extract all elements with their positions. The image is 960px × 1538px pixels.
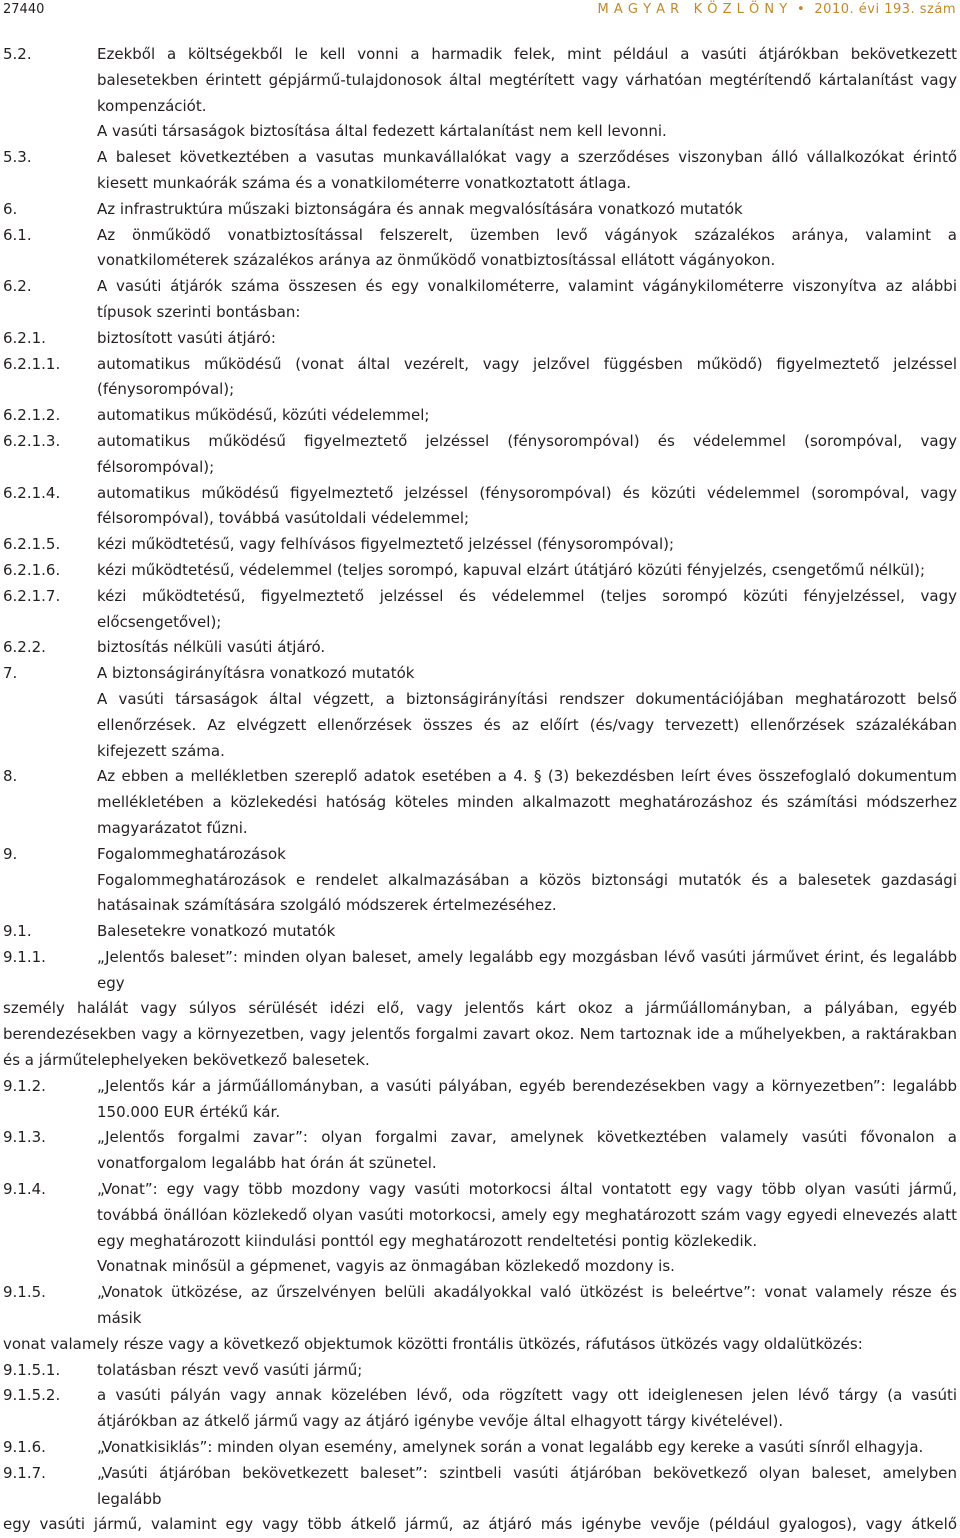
item-number: 6.2.1.4. bbox=[3, 483, 61, 502]
item-text: Az infrastruktúra műszaki biztonságára és annak megvalósítására vonatkozó mutatók bbox=[97, 199, 743, 218]
item-text: Vonatnak minősül a gépmenet, vagyis az önmagában közlekedő mozdony is. bbox=[97, 1257, 675, 1276]
list-item bbox=[0, 1461, 960, 1513]
item-number: 8. bbox=[3, 767, 18, 786]
item-text: Fogalommeghatározások bbox=[97, 844, 286, 863]
list-item bbox=[0, 1125, 960, 1177]
item-number bbox=[0, 119, 97, 145]
list-item bbox=[0, 584, 960, 636]
item-text: Fogalommeghatározások e rendelet alkalmazásában a közös biztonsági mutatók és a balesetek gazdasági hatásainak számítására szolgáló módszerek értelmezéséhez. bbox=[97, 870, 957, 915]
item-number: 6.2.1.5. bbox=[3, 535, 61, 554]
item-number: 9.1.7. bbox=[3, 1463, 46, 1482]
item-text: kézi működtetésű, védelemmel (teljes sorompó, kapuval elzárt útátjáró közúti fényjelzés, csengetőmű nélkül); bbox=[97, 560, 926, 579]
list-item bbox=[0, 868, 960, 920]
item-text: kézi működtetésű, figyelmeztető jelzéssel és védelemmel (teljes sorompó közúti fényjelzéssel, vagy előcsengetővel); bbox=[97, 586, 957, 631]
item-number: 9.1.5.1. bbox=[3, 1360, 61, 1379]
list-item bbox=[0, 1383, 960, 1435]
item-number: 9.1.5. bbox=[3, 1283, 46, 1302]
item-text: „Jelentős forgalmi zavar”: olyan forgalmi zavar, amelynek következtében valamely vasúti fővonalon a vonatforgalom legalább hat órán át szünetel. bbox=[97, 1128, 957, 1173]
item-number: 5.2. bbox=[3, 45, 32, 63]
item-number: 6.2.1. bbox=[3, 328, 46, 347]
item-number: 9.1.2. bbox=[3, 1076, 46, 1095]
item-text: kézi működtetésű, vagy felhívásos figyelmeztető jelzéssel (fénysorompóval); bbox=[97, 535, 675, 554]
list-item bbox=[0, 1358, 960, 1384]
item-text: „Jelentős baleset”: minden olyan baleset, amely legalább egy mozgásban lévő vasúti járművet érint, és legalább egy bbox=[97, 947, 957, 992]
item-number: 6.1. bbox=[3, 225, 32, 244]
item-text: „Jelentős kár a járműállományban, a vasúti pályában, egyéb berendezésekben vagy a környezetben”: legalább 150.000 EUR értékű kár. bbox=[97, 1076, 957, 1121]
list-item bbox=[0, 42, 960, 119]
item-number: 9.1.5.2. bbox=[3, 1386, 61, 1405]
item-number: 6.2.1.1. bbox=[3, 354, 61, 373]
item-text: biztosított vasúti átjáró: bbox=[97, 328, 276, 347]
journal-title: M A G Y A R K Ö Z L Ö N Y • 2010. évi 193. szám bbox=[597, 2, 956, 17]
item-text-continuation: vonat valamely része vagy a következő objektumok közötti frontális ütközés, ráfutásos ütközés vagy oldalütközés: bbox=[3, 1334, 863, 1353]
item-number: 5.3. bbox=[3, 148, 32, 167]
item-number: 6.2.1.7. bbox=[3, 586, 61, 605]
item-text: A vasúti társaságok által végzett, a biztonságirányítási rendszer dokumentációjában meghatározott belső ellenőrzések. Az elvégzett ellenőrzések összes és az előírt (és/vagy tervezett) ellenőrzések százalékában kifejezett száma. bbox=[97, 689, 957, 760]
item-text: „Vasúti átjáróban bekövetkezett baleset”: szintbeli vasúti átjáróban bekövetkező olyan baleset, amelyben legalább bbox=[97, 1463, 957, 1508]
item-number: 7. bbox=[3, 664, 18, 683]
item-text: A baleset következtében a vasutas munkavállalókat vagy a szerződéses viszonyban álló vállalkozókat érintő kiesett munkaórák száma és a vonatkilométerre vonatkoztatott átlaga. bbox=[97, 148, 957, 192]
item-number: 6.2.2. bbox=[3, 638, 46, 657]
item-text: automatikus működésű figyelmeztető jelzéssel (fénysorompóval) és védelemmel (sorompóval, vagy félsorompóval); bbox=[97, 431, 957, 476]
list-item bbox=[0, 145, 960, 197]
list-item bbox=[0, 764, 960, 841]
item-text: Az önműködő vonatbiztosítással felszerelt, üzemben levő vágányok százalékos aránya, valamint a vonatkilométerek százalékos aránya az önműködő vonatbiztosítással ellátott vágányokon. bbox=[97, 225, 957, 270]
item-text: „Vonatkisiklás”: minden olyan esemény, amelynek során a vonat legalább egy kereke a vasúti sínről elhagyja. bbox=[97, 1438, 924, 1457]
list-item bbox=[0, 661, 960, 687]
list-item bbox=[0, 1074, 960, 1126]
item-number bbox=[0, 1254, 97, 1280]
list-item bbox=[0, 223, 960, 275]
item-number: 9.1. bbox=[3, 922, 32, 941]
item-text: Az ebben a mellékletben szereplő adatok esetében a 4. § (3) bekezdésben leírt éves összefoglaló dokumentum mellékletében a közlekedési hatóság köteles minden alkalmazott meghatározáshoz és számítási módszerhez magyarázatot fűzni. bbox=[97, 767, 957, 837]
list-item bbox=[0, 635, 960, 661]
list-item bbox=[0, 1435, 960, 1461]
list-item bbox=[0, 558, 960, 584]
list-item bbox=[0, 532, 960, 558]
list-item bbox=[0, 429, 960, 481]
page-number: 27440 bbox=[3, 2, 45, 17]
item-text: „Vonatok ütközése, az űrszelvényen belüli akadályokkal való ütközést is beleértve”: vonat valamely része és másik bbox=[97, 1283, 957, 1328]
list-item bbox=[0, 119, 960, 145]
item-text: Balesetekre vonatkozó mutatók bbox=[97, 922, 336, 941]
list-item bbox=[0, 1254, 960, 1280]
item-text-continuation: személy halálát vagy súlyos sérülését idézi elő, vagy jelentős kárt okoz a járműállományban, a pályában, egyéb berendezésekben vagy a környezetben, vagy jelentős forgalmi zavart okoz. Nem tartoznak ide a műhelyekben, a raktárakban és a járműtelephelyeken bekövetkező balesetek. bbox=[3, 999, 957, 1070]
item-number: 9.1.1. bbox=[3, 947, 46, 966]
item-number: 6. bbox=[3, 199, 18, 218]
list-item bbox=[0, 842, 960, 868]
list-item bbox=[0, 481, 960, 533]
list-item bbox=[0, 687, 960, 764]
item-text-continuation: egy vasúti jármű, valamint egy vagy több átkelő jármű, az átjáró más igénybe vevője (például gyalogos), vagy átkelő bbox=[3, 1515, 957, 1534]
item-number: 9.1.6. bbox=[3, 1438, 46, 1457]
list-item bbox=[0, 1177, 960, 1254]
list-item bbox=[0, 919, 960, 945]
item-number: 9.1.4. bbox=[3, 1180, 46, 1199]
list-item bbox=[0, 945, 960, 997]
item-text: automatikus működésű, közúti védelemmel; bbox=[97, 406, 430, 425]
item-text: Ezekből a költségekből le kell vonni a harmadik felek, mint például a vasúti átjárókban bekövetkezett balesetekben érintett gépjármű-tulajdonosok által megtérített vagy várhatóan megtérítendő kártalanítást vagy kompenzációt. bbox=[97, 45, 957, 115]
item-text: „Vonat”: egy vagy több mozdony vagy vasúti motorkocsi által vontatott egy vagy több olyan vasúti jármű, továbbá önállóan közlekedő olyan vasúti motorkocsi, amely egy meghatározott szám vagy egyedi elnevezés alatt egy meghatározott kiindulási ponttól egy meghatározott rendeltetési pontig közlekedik. bbox=[97, 1180, 957, 1250]
list-item bbox=[0, 326, 960, 352]
list-item bbox=[0, 274, 960, 326]
item-text: tolatásban részt vevő vasúti jármű; bbox=[97, 1360, 363, 1379]
item-number: 6.2. bbox=[3, 277, 32, 296]
item-number bbox=[0, 868, 97, 920]
item-text: automatikus működésű figyelmeztető jelzéssel (fénysorompóval) és közúti védelemmel (sorompóval, vagy félsorompóval), továbbá vasútoldali védelemmel; bbox=[97, 483, 957, 528]
item-number: 6.2.1.6. bbox=[3, 560, 61, 579]
item-number: 6.2.1.2. bbox=[3, 406, 61, 425]
item-text: automatikus működésű (vonat által vezérelt, vagy jelzővel függésben működő) figyelmeztető jelzéssel (fénysorompóval); bbox=[97, 354, 957, 399]
item-text: A vasúti átjárók száma összesen és egy vonalkilométerre, valamint vágánykilométerre viszonyítva az alábbi típusok szerinti bontásban: bbox=[97, 277, 957, 321]
list-item bbox=[0, 403, 960, 429]
item-number bbox=[0, 687, 97, 764]
item-text: A vasúti társaságok biztosítása által fedezett kártalanítást nem kell levonni. bbox=[97, 122, 667, 141]
item-number: 9.1.3. bbox=[3, 1128, 46, 1147]
item-number: 6.2.1.3. bbox=[3, 431, 61, 450]
item-text: biztosítás nélküli vasúti átjáró. bbox=[97, 638, 326, 657]
list-item bbox=[0, 1280, 960, 1332]
list-item bbox=[0, 352, 960, 404]
item-number: 9. bbox=[3, 844, 18, 863]
page-header bbox=[0, 0, 960, 24]
list-item bbox=[0, 197, 960, 223]
item-text: A biztonságirányításra vonatkozó mutatók bbox=[97, 664, 415, 683]
document-body bbox=[0, 42, 960, 1538]
item-text: a vasúti pályán vagy annak közelében lévő, oda rögzített vagy ott ideiglenesen jelen lévő tárgy (a vasúti átjárókban az átkelő jármű vagy az átjáró igénybe vevője által elhagyott tárgy kivételével). bbox=[97, 1386, 957, 1431]
